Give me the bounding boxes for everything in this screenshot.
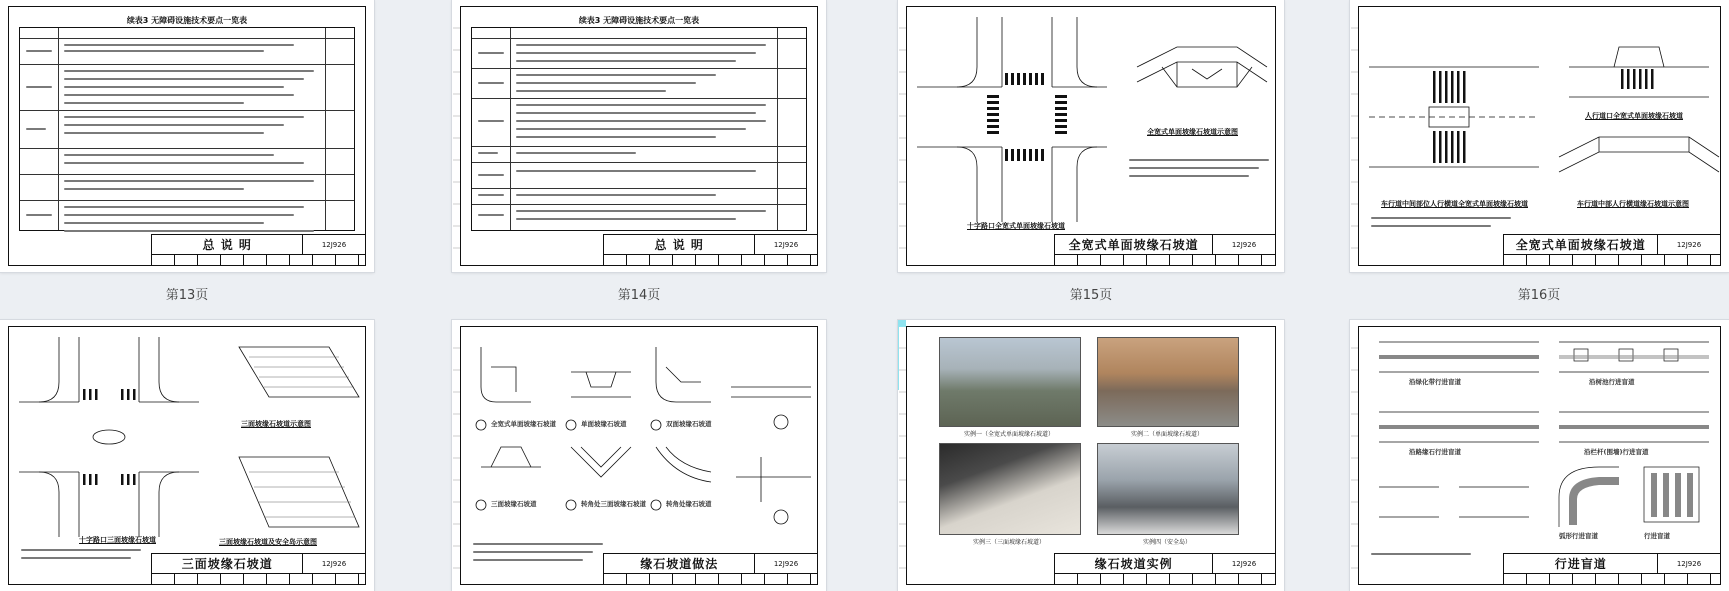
spec-table xyxy=(471,27,807,231)
title-block xyxy=(1054,234,1275,265)
atlas-code: 12J926 xyxy=(1231,240,1257,249)
sheet-title: 全宽式单面坡缘石坡道 xyxy=(1504,235,1658,254)
atlas-code: 12J926 xyxy=(1231,559,1257,568)
photo-caption-1: 实例一（全宽式单面坡缘石坡道） xyxy=(963,431,1054,438)
three-slope-ramp-drawing xyxy=(9,327,369,567)
drawing-caption-2: 全宽式单面坡缘石坡道示意图 xyxy=(1147,128,1238,136)
tactile-path-drawings xyxy=(1359,327,1719,547)
detail-label-4: 沿栏杆(围墙)行进盲道 xyxy=(1584,448,1649,456)
drawing-sheet xyxy=(8,326,366,585)
detail-label-4: 三面坡缘石坡道 xyxy=(491,500,537,508)
sheet-title: 缘石坡道实例 xyxy=(1055,554,1213,573)
photo-example-2 xyxy=(1097,337,1239,427)
title-block xyxy=(1054,553,1275,584)
photo-caption-2: 实例二（单面坡缘石坡道） xyxy=(1130,431,1203,438)
sheet-title: 总 说 明 xyxy=(604,235,755,254)
detail-label-1: 沿绿化带行进盲道 xyxy=(1409,378,1461,386)
sheet-title: 缘石坡道做法 xyxy=(604,554,755,573)
detail-label-5: 转角处三面坡缘石坡道 xyxy=(581,500,646,508)
page-label-14: 第14页 xyxy=(617,288,661,303)
photo-caption-4: 实例四（安全岛） xyxy=(1142,539,1191,546)
photo-example-3 xyxy=(939,443,1081,535)
drawing-caption: 车行道中间部位人行横道全宽式单面坡缘石坡道 xyxy=(1381,200,1528,208)
detail-label-3: 沿路缘石行进盲道 xyxy=(1409,448,1461,456)
drawing-sheet xyxy=(906,326,1276,585)
detail-label-3: 双面坡缘石坡道 xyxy=(666,420,712,428)
page-thumbnail-18[interactable] xyxy=(452,320,826,591)
sheet-title: 全宽式单面坡缘石坡道 xyxy=(1055,235,1213,254)
page-label-15: 第15页 xyxy=(1069,288,1113,303)
title-block xyxy=(1503,553,1720,584)
drawing-sheet xyxy=(906,6,1276,266)
page-label-13: 第13页 xyxy=(165,288,209,303)
drawing-caption-2: 三面坡缘石坡道示意图 xyxy=(241,420,311,428)
atlas-code: 12J926 xyxy=(321,559,347,568)
detail-label-2: 沿树池行进盲道 xyxy=(1589,378,1635,386)
table-title: 续表3 无障碍设施技术要点一览表 xyxy=(126,16,248,25)
drawing-caption: 十字路口全宽式单面坡缘石坡道 xyxy=(967,222,1065,230)
table-title: 续表3 无障碍设施技术要点一览表 xyxy=(578,16,700,25)
page-thumbnail-13[interactable] xyxy=(0,0,374,272)
atlas-code: 12J926 xyxy=(1676,240,1702,249)
page-label-16: 第16页 xyxy=(1517,288,1561,303)
page-thumbnail-17[interactable] xyxy=(0,320,374,591)
drawing-caption-3: 三面坡缘石坡道及安全岛示意图 xyxy=(219,538,317,546)
drawing-caption-3: 车行道中部人行横道缘石坡道示意图 xyxy=(1577,200,1689,208)
page-thumbnail-19[interactable] xyxy=(898,320,1284,591)
sheet-title: 行进盲道 xyxy=(1504,554,1658,573)
detail-label-6: 转角处缘石坡道 xyxy=(666,500,712,508)
drawing-caption: 十字路口三面坡缘石坡道 xyxy=(79,536,156,544)
drawing-caption-2: 人行道口全宽式单面坡缘石坡道 xyxy=(1585,112,1683,120)
page-thumbnail-16[interactable] xyxy=(1350,0,1729,272)
atlas-code: 12J926 xyxy=(773,240,799,249)
title-block xyxy=(603,553,817,584)
drawing-sheet xyxy=(1358,326,1721,585)
drawing-sheet xyxy=(1358,6,1721,266)
title-block xyxy=(151,234,365,265)
photo-example-4 xyxy=(1097,443,1239,535)
photo-example-1 xyxy=(939,337,1081,427)
title-block xyxy=(1503,234,1720,265)
sheet-title: 三面坡缘石坡道 xyxy=(152,554,303,573)
detail-label-6: 行进盲道 xyxy=(1644,532,1670,540)
crossing-plan-drawing xyxy=(1359,7,1729,247)
detail-label-2: 单面坡缘石坡道 xyxy=(581,420,627,428)
page-thumbnail-15[interactable] xyxy=(898,0,1284,272)
drawing-sheet xyxy=(8,6,366,266)
drawing-sheet xyxy=(460,326,818,585)
photo-caption-3: 实例三（三面坡缘石坡道） xyxy=(972,539,1045,546)
detail-label-5: 弧形行进盲道 xyxy=(1559,532,1598,540)
page-thumbnail-14[interactable] xyxy=(452,0,826,272)
atlas-code: 12J926 xyxy=(321,240,347,249)
drawing-sheet xyxy=(460,6,818,266)
title-block xyxy=(603,234,817,265)
detail-label-1: 全宽式单面坡缘石坡道 xyxy=(491,420,556,428)
page-thumbnail-20[interactable] xyxy=(1350,320,1729,591)
atlas-code: 12J926 xyxy=(773,559,799,568)
atlas-code: 12J926 xyxy=(1676,559,1702,568)
sheet-title: 总 说 明 xyxy=(152,235,303,254)
title-block xyxy=(151,553,365,584)
spec-table xyxy=(19,27,355,231)
